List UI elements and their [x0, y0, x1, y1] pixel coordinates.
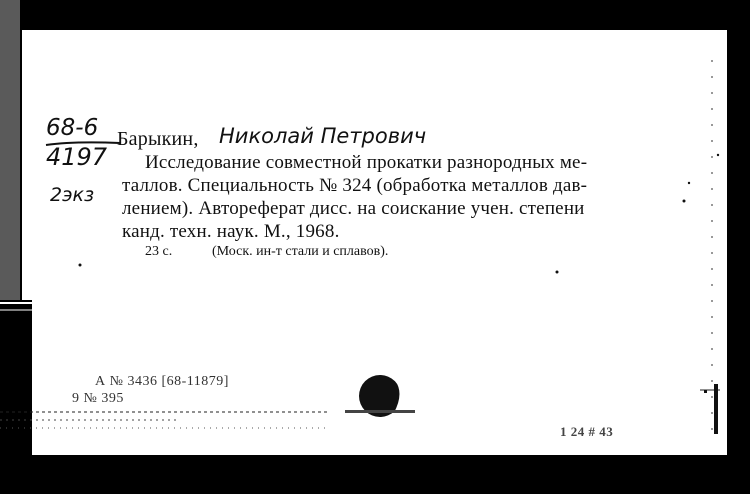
body-line-4: канд. техн. наук. М., 1968. [122, 221, 340, 242]
bottom-code: 1 24 # 43 [560, 424, 614, 439]
copies-note: 2экз [50, 184, 95, 206]
stamp-accession: А № 3436 [68-11879] [95, 374, 229, 389]
author-surname: Барыкин, [117, 128, 199, 150]
body-line-1: Исследование совместной прокатки разнородных ме- [145, 152, 588, 173]
stamp-number: 9 № 395 [72, 391, 124, 406]
shelfmark-top: 68-6 [46, 115, 99, 141]
body-line-3: лением). Автореферат дисс. на соискание учен. степени [122, 198, 585, 219]
author-given-names: Николай Петрович [219, 124, 427, 148]
page-count: 23 с. [145, 244, 173, 259]
punch-hole [345, 370, 415, 420]
shelfmark-bottom: 4197 [46, 143, 108, 171]
publisher: (Моск. ин-т стали и сплавов). [212, 244, 389, 259]
right-edge-marks [700, 380, 730, 440]
body-line-2: таллов. Специальность № 324 (обработка металлов дав- [122, 175, 588, 196]
